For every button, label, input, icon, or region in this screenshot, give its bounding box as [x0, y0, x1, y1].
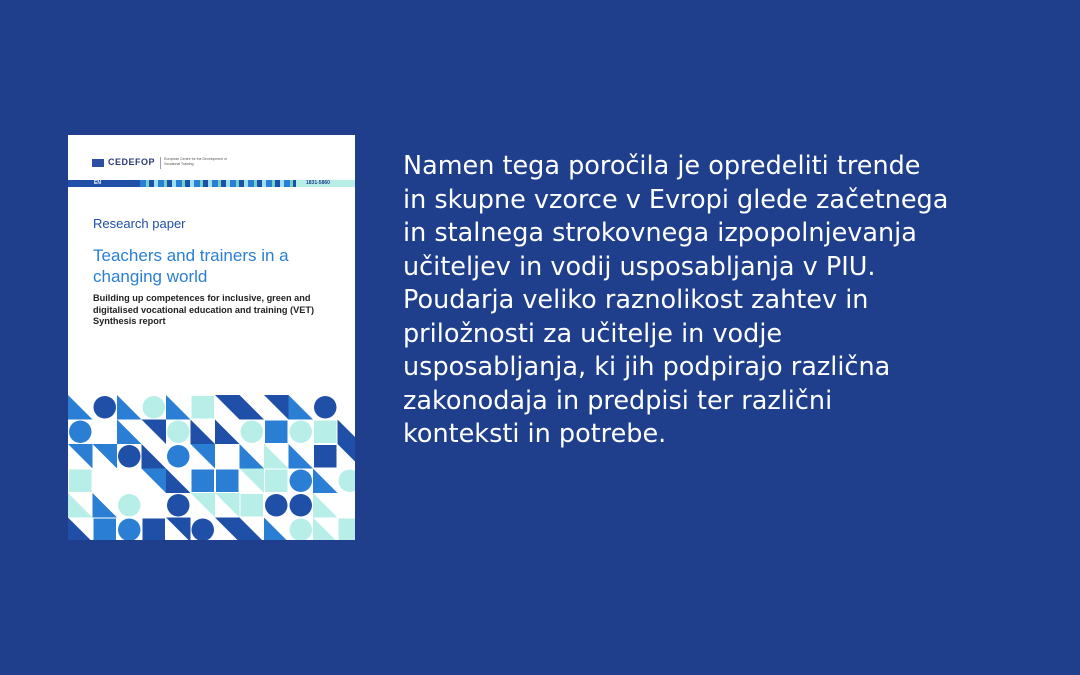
pattern-shape	[94, 519, 117, 541]
pattern-shape	[289, 444, 314, 469]
eu-flag-icon	[92, 159, 104, 167]
pattern-shape	[117, 420, 142, 445]
pattern-shape	[240, 395, 265, 420]
pattern-shape	[215, 493, 240, 518]
pattern-shape	[68, 444, 93, 469]
language-box	[68, 180, 140, 187]
pattern-shape	[290, 421, 313, 444]
pattern-shape	[265, 421, 288, 444]
pattern-shape	[68, 493, 93, 518]
cedefop-logo: CEDEFOP	[108, 157, 156, 167]
pattern-shape	[191, 444, 216, 469]
description-text: Namen tega poročila je opredeliti trende in skupne vzorce v Evropi glede začetnega in stalnega strokovnega izpopolnjevanja učiteljev in vodij usposabljanja v PIU. Poudarja veliko raznolikost zahtev in priložnosti za učitelje in vodje usposabljanja, ki jih podpirajo različna zakonodaja in predpisi ter različni konteksti in potrebe.	[403, 151, 949, 449]
pattern-shape	[241, 421, 264, 444]
pattern-shape	[265, 494, 288, 517]
logo-divider	[160, 157, 161, 169]
cover-subtitle: Building up competences for inclusive, green and digitalised vocational education and training (VET) Synthesis report	[93, 293, 315, 326]
pattern-shape	[117, 395, 142, 420]
pattern-shape	[68, 395, 93, 420]
pattern-shape	[264, 444, 289, 469]
pattern-shape	[118, 494, 141, 517]
pattern-shape	[192, 470, 215, 493]
pattern-shape	[167, 494, 190, 517]
pattern-shape	[290, 470, 313, 493]
pattern-shape	[339, 519, 356, 541]
pattern-shape	[241, 494, 264, 517]
pattern-shape	[240, 444, 265, 469]
pattern-shape	[290, 519, 313, 541]
pattern-shape	[314, 445, 337, 468]
pattern-shape	[192, 396, 215, 419]
cover-title: Teachers and trainers in a changing world	[93, 246, 289, 286]
logo-subtitle: European Centre for the Development of Vocational Training	[164, 157, 228, 166]
cover-kicker: Research paper	[93, 216, 186, 231]
pattern-shape	[192, 519, 215, 541]
pattern-shape	[93, 444, 118, 469]
pattern-shape	[94, 396, 117, 419]
pattern-shape	[264, 395, 289, 420]
pattern-shape	[216, 470, 239, 493]
pattern-shape	[338, 420, 356, 445]
pattern-shape	[338, 444, 356, 469]
geometric-pattern	[68, 395, 355, 540]
pattern-shape	[69, 421, 92, 444]
pattern-shape	[166, 395, 191, 420]
pattern-shape	[240, 518, 265, 541]
pattern-shape	[69, 470, 92, 493]
pattern-shape	[314, 396, 337, 419]
pattern-shape	[264, 518, 289, 541]
pattern-shape	[215, 420, 240, 445]
pattern-shape	[93, 493, 118, 518]
language-code: EN	[94, 180, 101, 186]
pattern-shape	[142, 420, 167, 445]
pattern-shape	[191, 420, 216, 445]
pattern-shape	[265, 470, 288, 493]
pattern-shape	[215, 395, 240, 420]
pattern-shape	[118, 519, 141, 541]
pattern-shape	[142, 444, 167, 469]
pattern-shape	[314, 421, 337, 444]
pattern-shape	[215, 518, 240, 541]
pattern-shape	[68, 518, 93, 541]
pattern-shape	[166, 518, 191, 541]
pattern-shape	[142, 469, 167, 494]
pattern-shape	[240, 469, 265, 494]
pattern-shape	[290, 494, 313, 517]
pattern-shape	[339, 470, 356, 493]
pattern-shape	[313, 518, 338, 541]
pattern-shape	[167, 421, 190, 444]
pattern-shape	[143, 519, 166, 541]
issn-number: 1831-5860	[306, 180, 330, 186]
pattern-shape	[289, 395, 314, 420]
pattern-shape	[167, 445, 190, 468]
pattern-shape	[143, 396, 166, 419]
cover-header	[68, 135, 355, 179]
pattern-shape	[118, 445, 141, 468]
pattern-shape	[313, 469, 338, 494]
pattern-shape	[313, 493, 338, 518]
report-cover	[68, 135, 355, 540]
pattern-shape	[191, 493, 216, 518]
pattern-shape	[166, 469, 191, 494]
